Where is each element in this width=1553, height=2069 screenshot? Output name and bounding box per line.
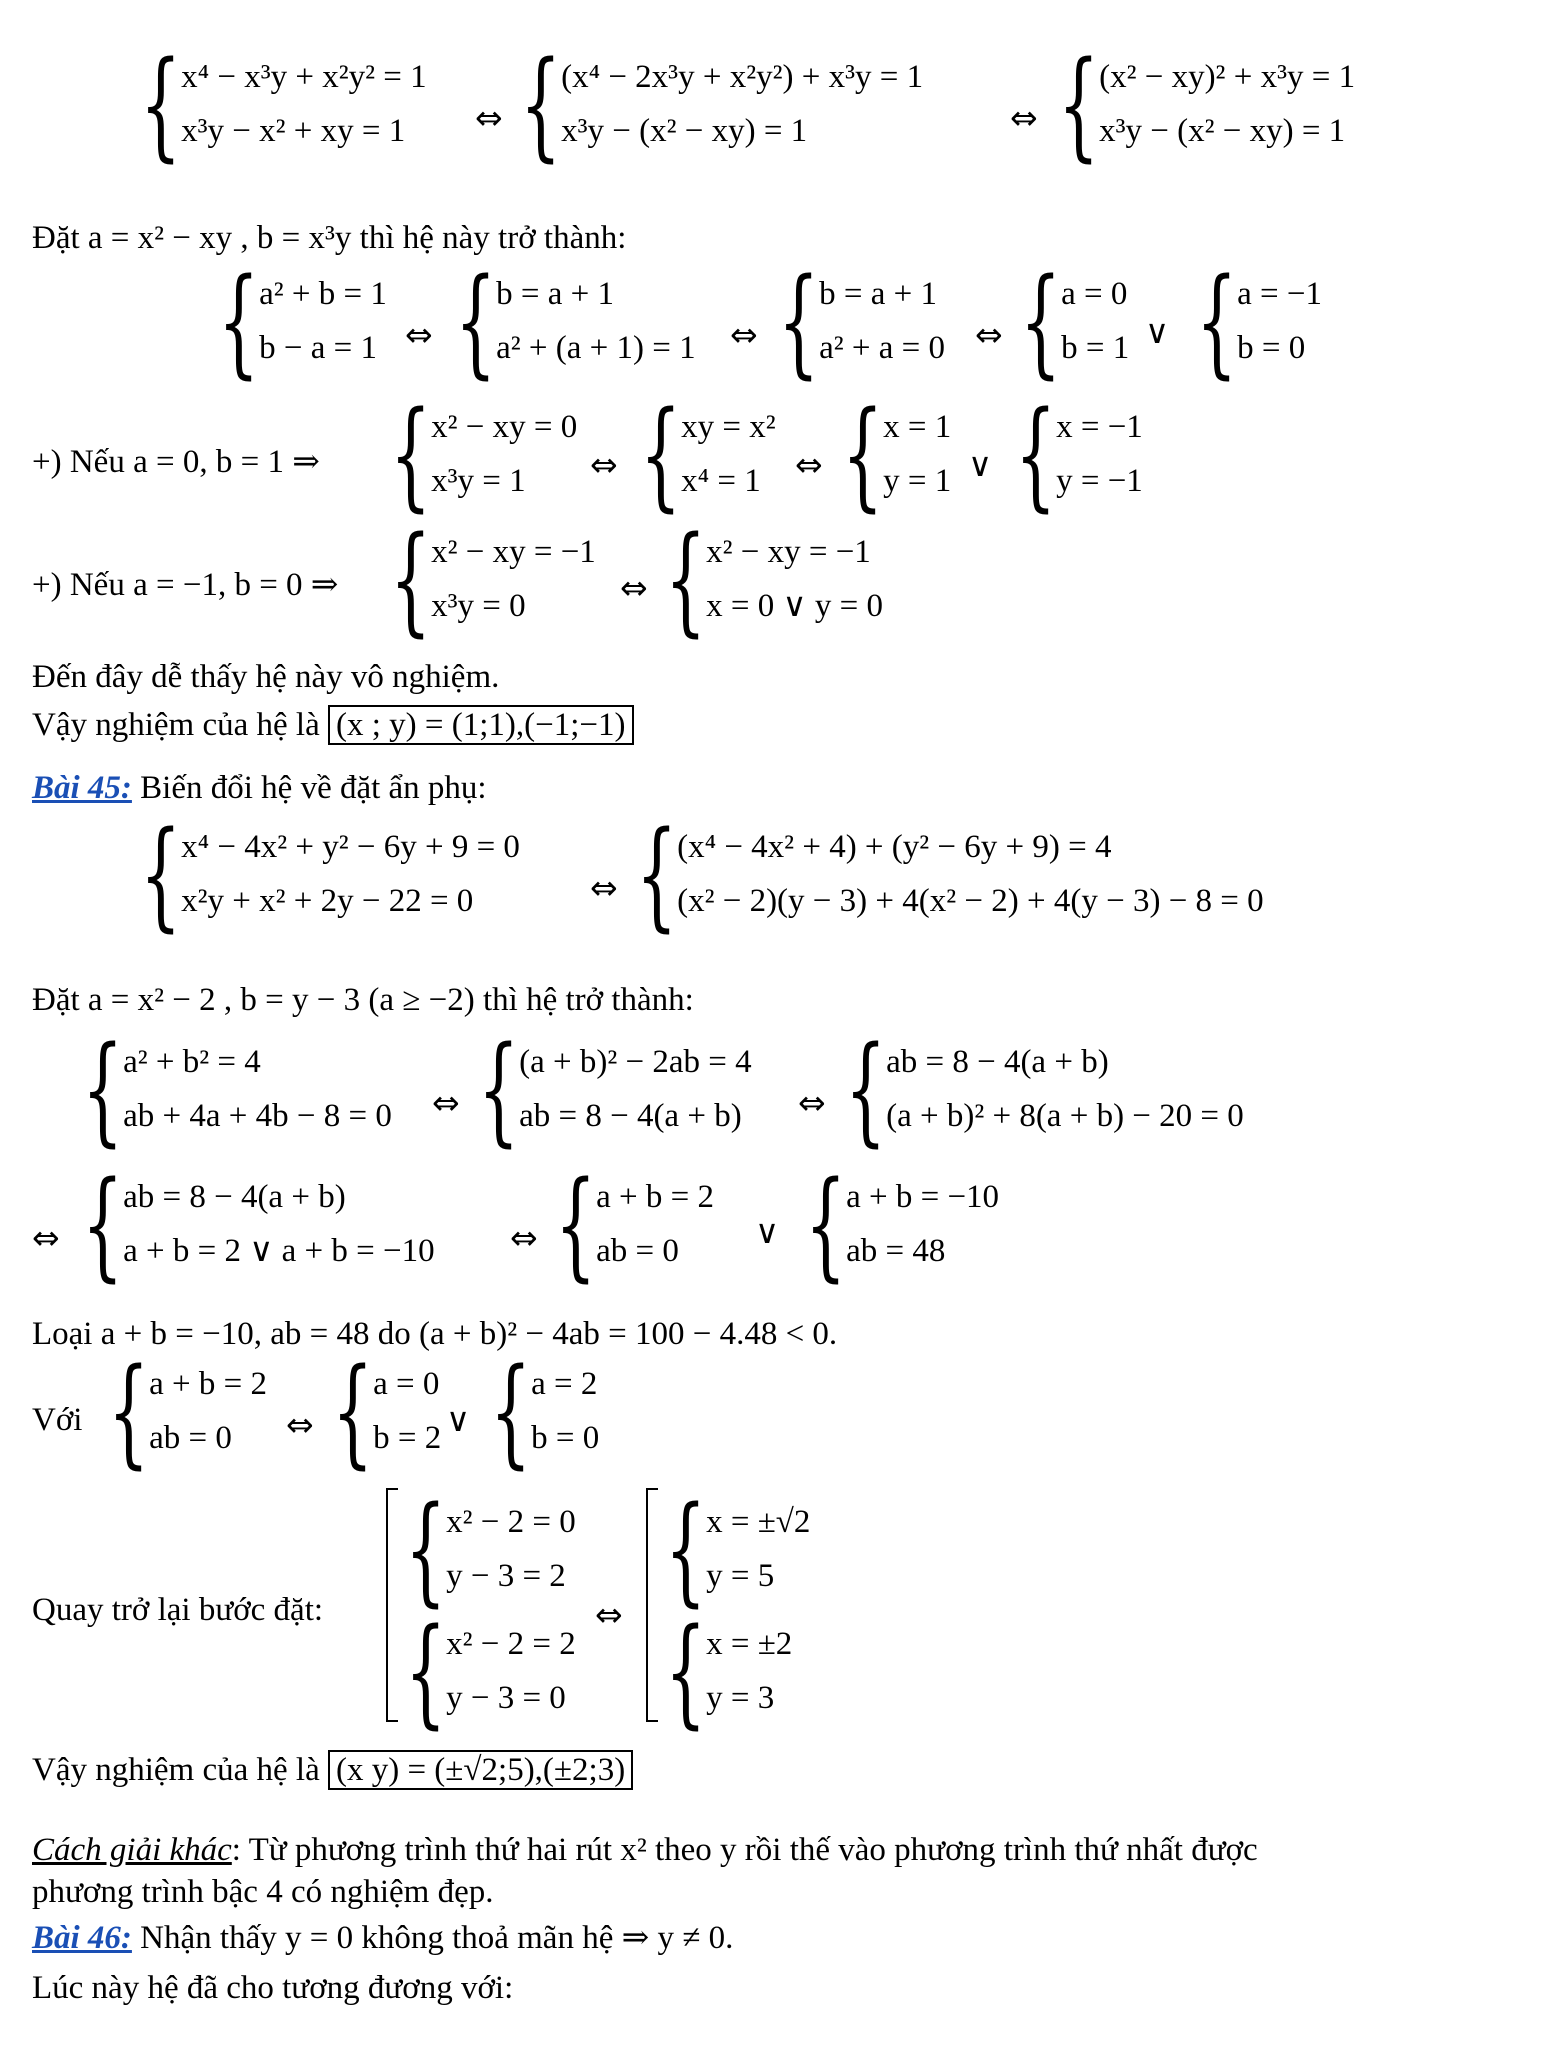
equiv-symbol: ⇔ <box>590 445 618 484</box>
text-line: phương trình bậc 4 có nghiệm đẹp. <box>32 1874 494 1910</box>
brace: { <box>1058 35 1100 173</box>
equation: ab = 0 <box>149 1420 232 1456</box>
equation: x = 1 <box>883 409 952 445</box>
system-9b <box>405 1602 576 1740</box>
brace: { <box>555 1155 597 1293</box>
equation: x³y = 1 <box>431 463 526 499</box>
brace: { <box>1020 252 1062 390</box>
text-line: Đến đây dễ thấy hệ này vô nghiệm. <box>32 659 500 695</box>
system-3c <box>842 385 952 523</box>
system-1a <box>140 35 427 173</box>
equation: y = 1 <box>883 463 952 499</box>
brace: { <box>665 1480 707 1618</box>
equation: x = −1 <box>1056 409 1143 445</box>
equiv-symbol: ⇔ <box>286 1405 314 1444</box>
equation: b = a + 1 <box>819 276 937 312</box>
bai46-title: Bài 46: <box>32 1920 132 1956</box>
return-label: Quay trở lại bước đặt: <box>32 1592 324 1628</box>
system-5b <box>636 805 1264 943</box>
equation: x²y + x² + 2y − 22 = 0 <box>181 883 474 919</box>
equation: x² − xy = −1 <box>431 534 596 570</box>
equation: x² − xy = 0 <box>431 409 578 445</box>
system-8a <box>108 1342 267 1480</box>
equation: x = 0 ∨ y = 0 <box>706 588 883 624</box>
brace: { <box>842 385 884 523</box>
brace: { <box>390 510 432 648</box>
brace: { <box>665 510 707 648</box>
result-prefix: Vậy nghiệm của hệ là <box>32 707 320 743</box>
or-symbol: ∨ <box>968 445 993 484</box>
equation: b = 2 <box>373 1420 442 1456</box>
equation: y = −1 <box>1056 463 1143 499</box>
brace: { <box>140 35 182 173</box>
brace: { <box>405 1480 447 1618</box>
equiv-symbol: ⇔ <box>730 315 758 354</box>
equation: (a + b)² − 2ab = 4 <box>519 1044 752 1080</box>
or-symbol: ∨ <box>755 1212 780 1251</box>
bai45-heading <box>32 768 487 808</box>
equation: a + b = 2 <box>596 1179 714 1215</box>
system-2a <box>218 252 387 390</box>
brace: { <box>520 35 562 173</box>
equation: y = 5 <box>706 1558 775 1594</box>
equiv-symbol: ⇔ <box>798 1083 826 1122</box>
system-9c <box>665 1480 811 1618</box>
equation: x = ±2 <box>706 1626 793 1662</box>
equation: x⁴ = 1 <box>681 463 761 499</box>
alt-method-text: : Từ phương trình thứ hai rút x² theo y rồi thế vào phương trình thứ nhất được <box>231 1832 1258 1868</box>
substitution-text: Đặt a = x² − 2 , b = y − 3 (a ≥ −2) thì hệ trở thành: <box>32 982 694 1018</box>
equation: ab = 8 − 4(a + b) <box>519 1098 742 1134</box>
system-3b <box>640 385 776 523</box>
bai46-text: Nhận thấy y = 0 không thoả mãn hệ ⇒ y ≠ 0. <box>131 1920 734 1956</box>
case-label: +) Nếu a = 0, b = 1 ⇒ <box>32 444 320 480</box>
system-6b <box>478 1020 752 1158</box>
equation: b = 0 <box>1237 330 1306 366</box>
system-9a <box>405 1480 576 1618</box>
equiv-symbol: ⇔ <box>1010 98 1038 137</box>
equation: x⁴ − x³y + x²y² = 1 <box>181 59 427 95</box>
bracket <box>646 1488 658 1722</box>
equation: xy = x² <box>681 409 776 445</box>
bai46-heading <box>32 1918 733 1958</box>
equation: a = −1 <box>1237 276 1322 312</box>
system-4a <box>390 510 596 648</box>
system-4b <box>665 510 883 648</box>
brace: { <box>82 1155 124 1293</box>
equiv-symbol: ⇔ <box>432 1083 460 1122</box>
equation: x³y − x² + xy = 1 <box>181 113 406 149</box>
equation: y = 3 <box>706 1680 775 1716</box>
system-1b <box>520 35 924 173</box>
equiv-symbol: ⇔ <box>620 568 648 607</box>
alternative-method <box>32 1830 1258 1870</box>
result-line <box>32 705 634 745</box>
result-line-45 <box>32 1750 633 1790</box>
equation: a² + (a + 1) = 1 <box>496 330 696 366</box>
equiv-symbol: ⇔ <box>510 1218 538 1257</box>
equation: b = a + 1 <box>496 276 614 312</box>
equation: a = 0 <box>1061 276 1128 312</box>
equation: a + b = −10 <box>846 1179 1000 1215</box>
equation: a² + b² = 4 <box>123 1044 261 1080</box>
system-7c <box>805 1155 1000 1293</box>
brace: { <box>108 1342 150 1480</box>
equation: x³y − (x² − xy) = 1 <box>1099 113 1346 149</box>
system-6c <box>845 1020 1244 1158</box>
system-9d <box>665 1602 793 1740</box>
brace: { <box>490 1342 532 1480</box>
result-prefix: Vậy nghiệm của hệ là <box>32 1752 320 1788</box>
brace: { <box>405 1602 447 1740</box>
equation: ab = 0 <box>596 1233 679 1269</box>
brace: { <box>636 805 678 943</box>
brace: { <box>140 805 182 943</box>
or-symbol: ∨ <box>1145 312 1170 351</box>
equiv-symbol: ⇔ <box>475 98 503 137</box>
bracket <box>386 1488 398 1722</box>
equation: (x² − xy)² + x³y = 1 <box>1099 59 1356 95</box>
equation: ab = 48 <box>846 1233 946 1269</box>
equation: a + b = 2 <box>149 1366 267 1402</box>
equation: x³y = 0 <box>431 588 526 624</box>
system-8c <box>490 1342 600 1480</box>
equation: (x² − 2)(y − 3) + 4(x² − 2) + 4(y − 3) − 8 = 0 <box>677 883 1264 919</box>
equation: a + b = 2 ∨ a + b = −10 <box>123 1233 435 1269</box>
text-line: Lúc này hệ đã cho tương đương với: <box>32 1970 514 2006</box>
equation: x² − 2 = 0 <box>446 1504 576 1540</box>
equation: y − 3 = 2 <box>446 1558 566 1594</box>
brace: { <box>805 1155 847 1293</box>
equation: x² − 2 = 2 <box>446 1626 576 1662</box>
brace: { <box>640 385 682 523</box>
brace: { <box>455 252 497 390</box>
brace: { <box>778 252 820 390</box>
result-box: (x y) = (±√2;5),(±2;3) <box>328 1750 633 1790</box>
equiv-symbol: ⇔ <box>975 315 1003 354</box>
or-symbol: ∨ <box>446 1400 471 1439</box>
brace: { <box>478 1020 520 1158</box>
system-5a <box>140 805 520 943</box>
system-1c <box>1058 35 1356 173</box>
brace: { <box>665 1602 707 1740</box>
text-line: Loại a + b = −10, ab = 48 do (a + b)² − 4ab = 100 − 4.48 < 0. <box>32 1316 838 1352</box>
equation: x³y − (x² − xy) = 1 <box>561 113 808 149</box>
equiv-symbol: ⇔ <box>595 1595 623 1634</box>
brace: { <box>390 385 432 523</box>
equation: b = 1 <box>1061 330 1130 366</box>
bai45-text: Biến đổi hệ về đặt ẩn phụ: <box>131 770 487 806</box>
system-8b <box>332 1342 442 1480</box>
equation: x² − xy = −1 <box>706 534 871 570</box>
alt-method-title: Cách giải khác <box>32 1832 232 1868</box>
system-2b <box>455 252 696 390</box>
substitution-text: Đặt a = x² − xy , b = x³y thì hệ này trở thành: <box>32 220 627 256</box>
system-2e <box>1196 252 1322 390</box>
equation: ab = 8 − 4(a + b) <box>123 1179 346 1215</box>
equation: ab = 8 − 4(a + b) <box>886 1044 1109 1080</box>
equation: a² + a = 0 <box>819 330 945 366</box>
brace: { <box>218 252 260 390</box>
equation: y − 3 = 0 <box>446 1680 566 1716</box>
system-3d <box>1015 385 1143 523</box>
equation: b = 0 <box>531 1420 600 1456</box>
equation: (a + b)² + 8(a + b) − 20 = 0 <box>886 1098 1244 1134</box>
equation: ab + 4a + 4b − 8 = 0 <box>123 1098 392 1134</box>
system-2c <box>778 252 945 390</box>
brace: { <box>845 1020 887 1158</box>
result-box: (x ; y) = (1;1),(−1;−1) <box>328 705 634 745</box>
bai45-title: Bài 45: <box>32 770 132 806</box>
case-label: +) Nếu a = −1, b = 0 ⇒ <box>32 567 339 603</box>
system-7a <box>82 1155 435 1293</box>
brace: { <box>332 1342 374 1480</box>
system-7b <box>555 1155 714 1293</box>
with-label: Với <box>32 1402 83 1438</box>
equiv-symbol: ⇔ <box>590 868 618 907</box>
equation: x⁴ − 4x² + y² − 6y + 9 = 0 <box>181 829 520 865</box>
equation: x = ±√2 <box>706 1504 811 1540</box>
system-2d <box>1020 252 1130 390</box>
equiv-symbol: ⇔ <box>795 445 823 484</box>
equation: a = 2 <box>531 1366 598 1402</box>
system-6a <box>82 1020 392 1158</box>
equation: (x⁴ − 2x³y + x²y²) + x³y = 1 <box>561 59 924 95</box>
equation: a² + b = 1 <box>259 276 387 312</box>
equation: a = 0 <box>373 1366 440 1402</box>
equiv-symbol: ⇔ <box>32 1218 60 1257</box>
equiv-symbol: ⇔ <box>405 315 433 354</box>
system-3a <box>390 385 578 523</box>
brace: { <box>82 1020 124 1158</box>
equation: (x⁴ − 4x² + 4) + (y² − 6y + 9) = 4 <box>677 829 1112 865</box>
brace: { <box>1196 252 1238 390</box>
equation: b − a = 1 <box>259 330 377 366</box>
brace: { <box>1015 385 1057 523</box>
